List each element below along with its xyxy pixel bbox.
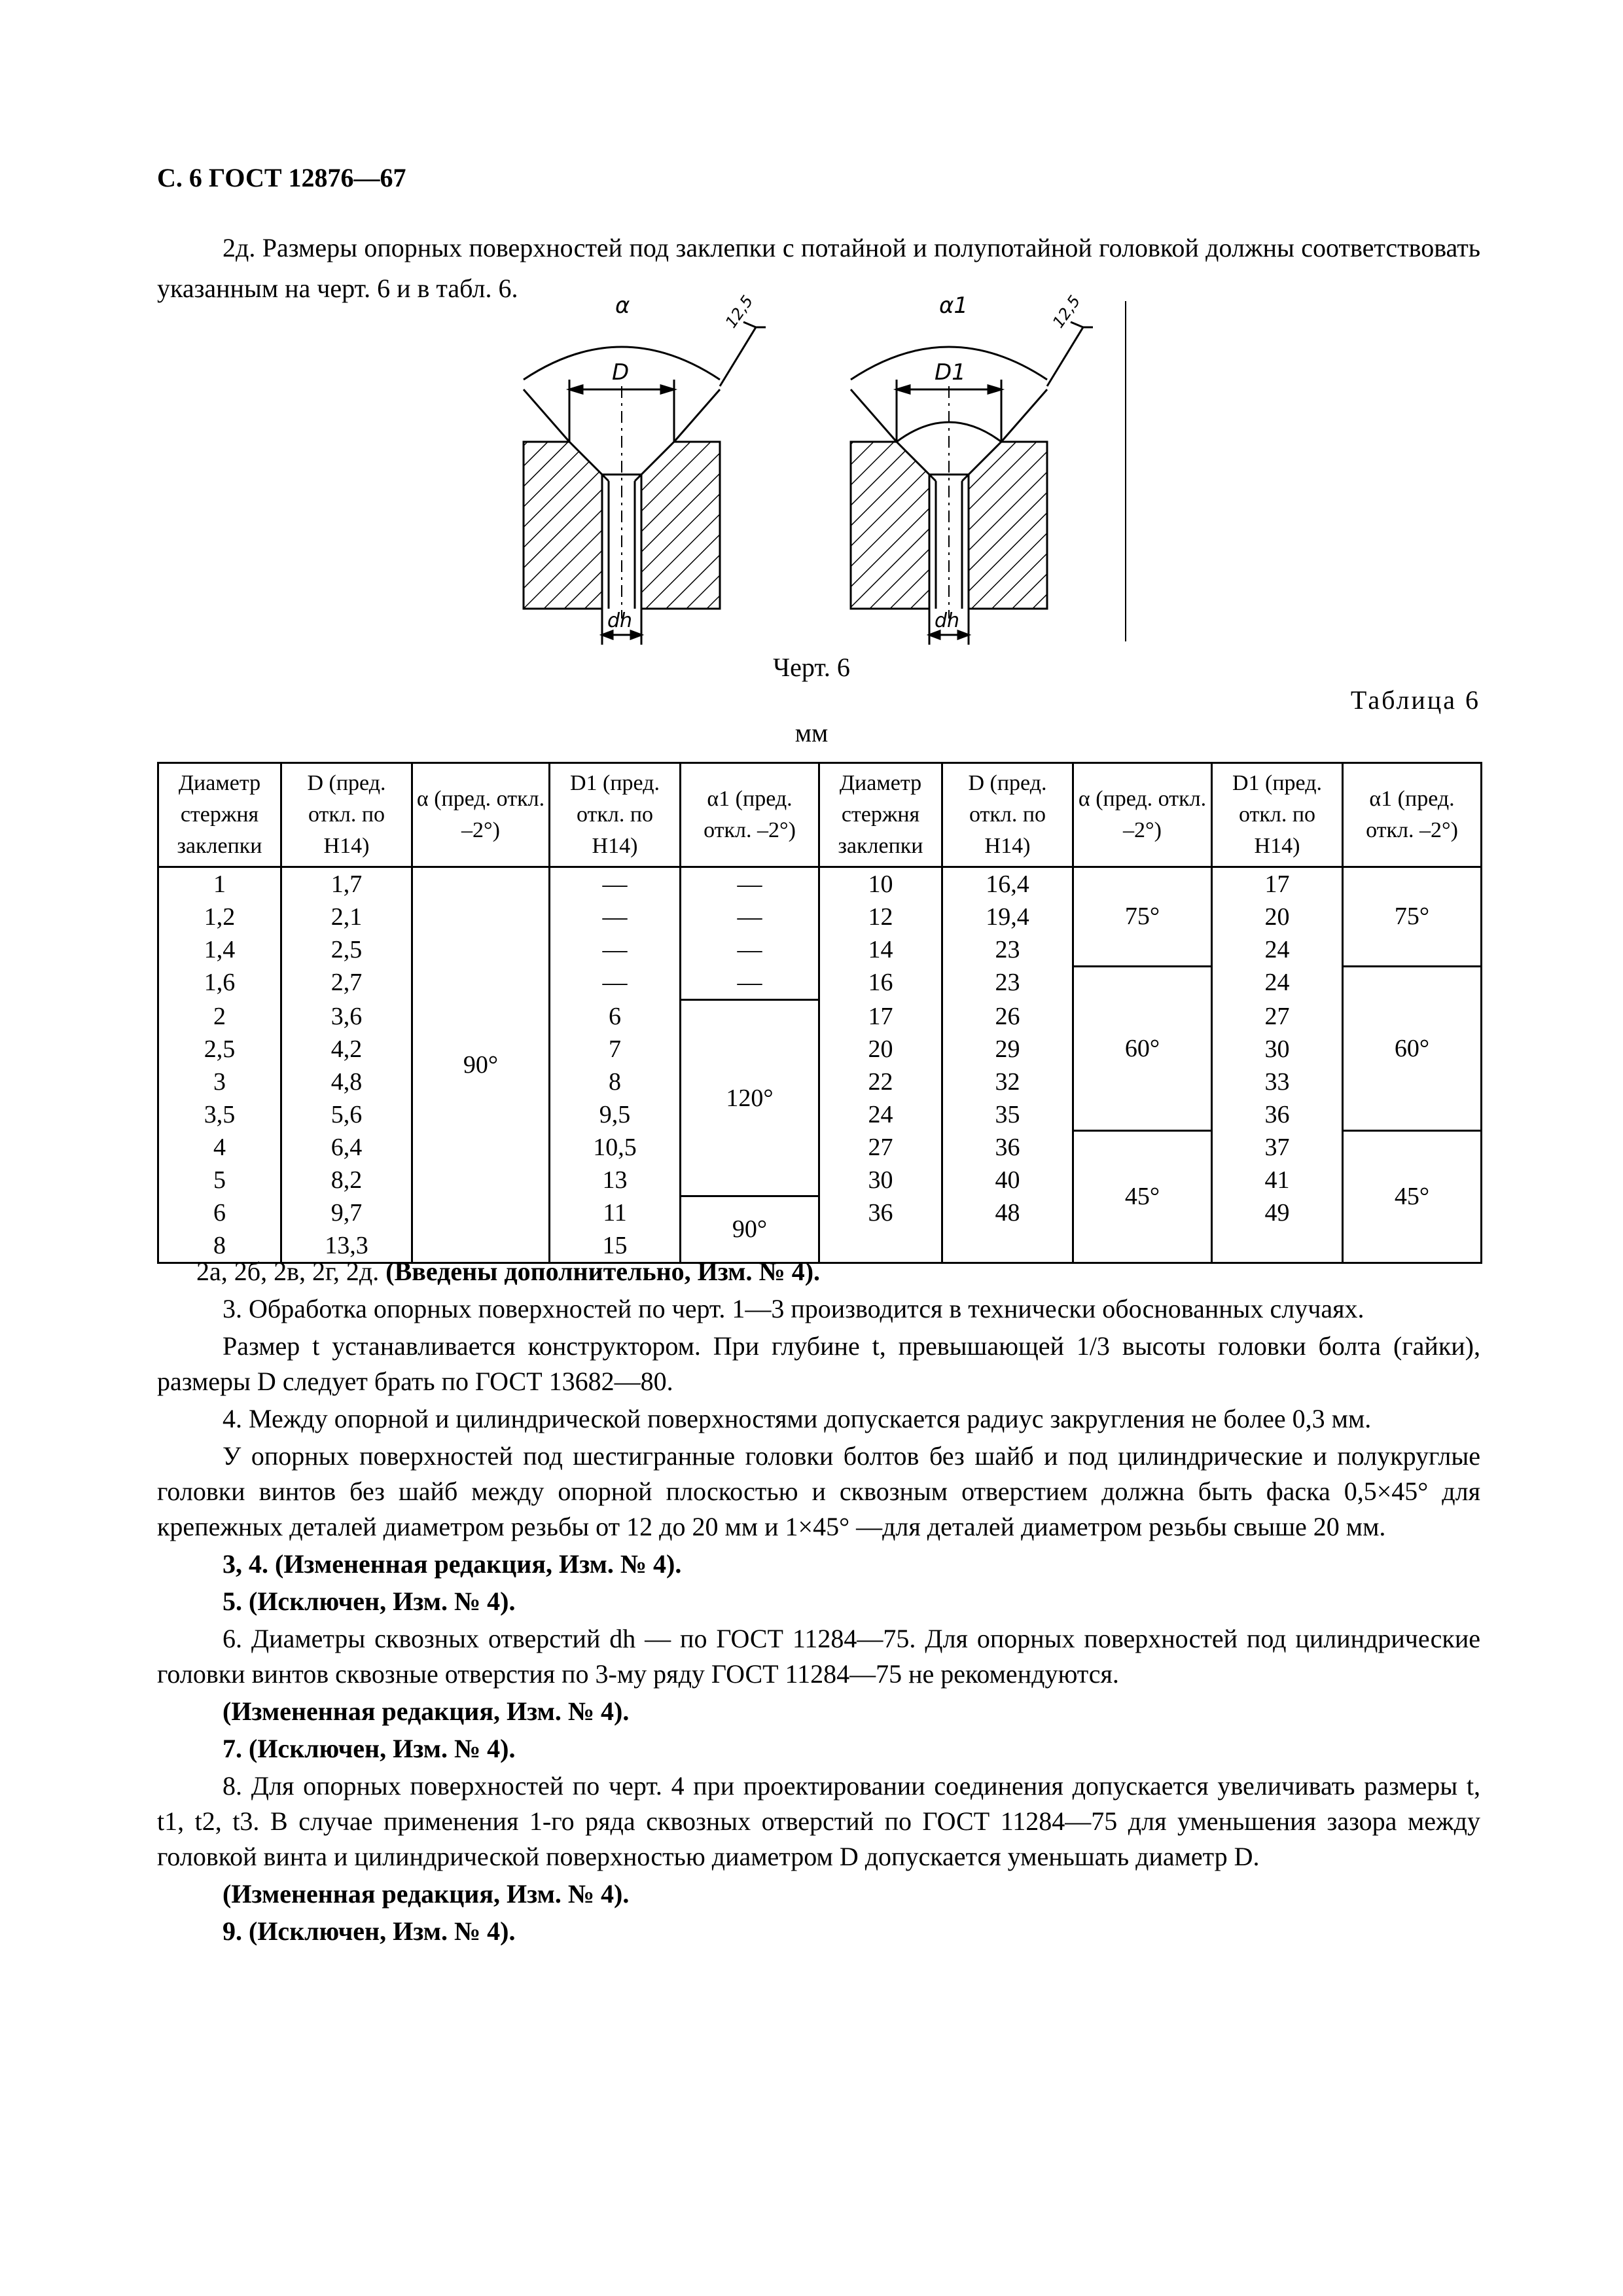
drawing-6: [497, 288, 1152, 655]
right-hole-label: dh: [935, 609, 960, 632]
table-row: [158, 1164, 1482, 1196]
cell: —: [681, 901, 819, 933]
table-row: [158, 966, 1482, 1000]
paragraph-9-excluded: 9. (Исключен, Изм. № 4).: [223, 1916, 516, 1946]
cell: 20: [1212, 901, 1343, 933]
table-row: [158, 1196, 1482, 1229]
cell: 48: [942, 1196, 1073, 1229]
cell: 17: [1212, 867, 1343, 901]
cell: 2: [158, 1000, 281, 1033]
paragraph-4: 4. Между опорной и цилиндрической поверхностями допускается радиус закругления не более 0,3 мм.: [223, 1404, 1372, 1433]
cell: 49: [1212, 1196, 1343, 1229]
table-row: [158, 933, 1482, 966]
cell: 1,2: [158, 901, 281, 933]
cell: 33: [1212, 1066, 1343, 1098]
cell: —: [681, 867, 819, 901]
col-header: D (пред. откл. по H14): [942, 763, 1073, 867]
cell: 2,1: [281, 901, 412, 933]
table-row: [158, 867, 1482, 901]
paragraph-amend-3-4: 3, 4. (Измененная редакция, Изм. № 4).: [223, 1549, 682, 1579]
col-header: D1 (пред. откл. по H14): [1212, 763, 1343, 867]
cell: 20: [819, 1033, 942, 1066]
cell: —: [550, 901, 681, 933]
cell: 35: [942, 1098, 1073, 1131]
body-text: [157, 1254, 1480, 1951]
cell: 14: [819, 933, 942, 966]
cell: 30: [819, 1164, 942, 1196]
cell: 24: [819, 1098, 942, 1131]
cell: —: [550, 933, 681, 966]
cell: 16,4: [942, 867, 1073, 901]
col-header: D (пред. откл. по H14): [281, 763, 412, 867]
right-angle-label: α1: [939, 293, 969, 319]
table-6: [157, 762, 1482, 1264]
cell: 3: [158, 1066, 281, 1098]
cell: 16: [819, 966, 942, 1000]
col-header: α (пред. откл. –2°): [412, 763, 550, 867]
cell: 5,6: [281, 1098, 412, 1131]
left-roughness-label: 12,5: [721, 292, 757, 332]
cell-merged: 60°: [1073, 966, 1212, 1131]
cell: 1: [158, 867, 281, 901]
right-roughness-label: 12,5: [1048, 292, 1084, 332]
cell: 8: [158, 1229, 281, 1263]
cell: 8: [550, 1066, 681, 1098]
cell: 40: [942, 1164, 1073, 1196]
paragraph-amend-8: (Измененная редакция, Изм. № 4).: [223, 1879, 630, 1909]
cell: 30: [1212, 1033, 1343, 1066]
intro-text: 2д. Размеры опорных поверхностей под заклепки с потайной и полупотайной головкой должны соответствовать указанным на черт. 6 и в табл. 6.: [157, 233, 1480, 303]
cell: 27: [819, 1131, 942, 1164]
table-title: Таблица 6: [1350, 685, 1480, 715]
cell: 8,2: [281, 1164, 412, 1196]
table-row: [158, 1098, 1482, 1131]
cell: 15: [550, 1229, 681, 1263]
cell: 17: [819, 1000, 942, 1033]
cell: 4,8: [281, 1066, 412, 1098]
cell: —: [550, 867, 681, 901]
col-header: Диаметр стержня заклепки: [158, 763, 281, 867]
cell-merged: 75°: [1343, 867, 1482, 967]
cell: 10: [819, 867, 942, 901]
right-semicountersink-section: [851, 301, 1126, 645]
cell-merged: 120°: [681, 1000, 819, 1196]
cell: 11: [550, 1196, 681, 1229]
left-countersink-section: [524, 322, 766, 645]
col-header: α1 (пред. откл. –2°): [681, 763, 819, 867]
drawing-caption: Черт. 6: [773, 653, 850, 682]
right-diameter-label: D1: [935, 359, 966, 386]
cell: 1,6: [158, 966, 281, 1000]
cell: 24: [1212, 933, 1343, 966]
cell: 19,4: [942, 901, 1073, 933]
page-header: С. 6 ГОСТ 12876—67: [157, 163, 406, 192]
table-units: мм: [794, 718, 829, 747]
paragraph-6: 6. Диаметры сквозных отверстий dh — по ГОСТ 11284—75. Для опорных поверхностей под цилиндрические головки винтов сквозные отверстия по 3-му ряду ГОСТ 11284—75 не рекомендуются.: [157, 1624, 1480, 1689]
col-header: α (пред. откл. –2°): [1073, 763, 1212, 867]
col-header: α1 (пред. откл. –2°): [1343, 763, 1482, 867]
table-row: [158, 1066, 1482, 1098]
paragraph-chamfer: У опорных поверхностей под шестигранные головки болтов без шайб и под цилиндрические и полукруглые головки винтов без шайб между опорной плоскостью и сквозным отверстием должна быть фаска 0,5×45° для крепежных деталей диаметром резьбы от 12 до 20 мм и 1×45° —для деталей диаметром резьбы свыше 20 мм.: [157, 1441, 1480, 1541]
cell-merged: 60°: [1343, 966, 1482, 1131]
cell: 12: [819, 901, 942, 933]
table-row: [158, 901, 1482, 933]
left-diameter-label: D: [612, 359, 630, 386]
cell: —: [550, 966, 681, 1000]
cell: 2,5: [281, 933, 412, 966]
paragraph-amendments: [157, 1254, 1480, 1289]
paragraph-3: 3. Обработка опорных поверхностей по черт. 1—3 производится в технически обоснованных случаях.: [223, 1294, 1364, 1323]
cell-merged: 90°: [681, 1196, 819, 1263]
cell: 13: [550, 1164, 681, 1196]
cell: 13,3: [281, 1229, 412, 1263]
paragraph-5-excluded: 5. (Исключен, Изм. № 4).: [223, 1587, 516, 1616]
cell: 36: [1212, 1098, 1343, 1131]
cell: 10,5: [550, 1131, 681, 1164]
cell: 2,7: [281, 966, 412, 1000]
paragraph-7-excluded: 7. (Исключен, Изм. № 4).: [223, 1734, 516, 1763]
cell: 6,4: [281, 1131, 412, 1164]
cell: 9,7: [281, 1196, 412, 1229]
left-hole-label: dh: [607, 609, 633, 632]
cell: 23: [942, 933, 1073, 966]
paragraph-amend-6: (Измененная редакция, Изм. № 4).: [223, 1696, 630, 1726]
table-row: [158, 1131, 1482, 1164]
cell: 4,2: [281, 1033, 412, 1066]
cell: —: [681, 933, 819, 966]
cell: 3,6: [281, 1000, 412, 1033]
cell: 41: [1212, 1164, 1343, 1196]
cell: 6: [550, 1000, 681, 1033]
col-header: Диаметр стержня заклепки: [819, 763, 942, 867]
cell: 2,5: [158, 1033, 281, 1066]
cell: 26: [942, 1000, 1073, 1033]
text: 2а, 2б, 2в, 2г, 2д.: [196, 1257, 380, 1286]
paragraph-8: 8. Для опорных поверхностей по черт. 4 при проектировании соединения допускается увеличивать размеры t, t1, t2, t3. В случае применения 1-го ряда сквозных отверстий по ГОСТ 11284—75 для уменьшения зазора между головкой винта и цилиндрической поверхностью диаметром D допускается уменьшать диаметр D.: [157, 1771, 1480, 1871]
cell: 27: [1212, 1000, 1343, 1033]
cell: 6: [158, 1196, 281, 1229]
cell: 3,5: [158, 1098, 281, 1131]
cell: 36: [942, 1131, 1073, 1164]
col-header: D1 (пред. откл. по H14): [550, 763, 681, 867]
cell: 37: [1212, 1131, 1343, 1164]
cell: 29: [942, 1033, 1073, 1066]
cell: 4: [158, 1131, 281, 1164]
cell-merged: 45°: [1343, 1131, 1482, 1263]
cell: —: [681, 966, 819, 1000]
cell: 7: [550, 1033, 681, 1066]
cell: 9,5: [550, 1098, 681, 1131]
cell: 1,7: [281, 867, 412, 901]
cell: 32: [942, 1066, 1073, 1098]
cell: 5: [158, 1164, 281, 1196]
table-row: [158, 1033, 1482, 1066]
text-bold: (Введены дополнительно, Изм. № 4).: [385, 1257, 821, 1286]
cell: 22: [819, 1066, 942, 1098]
table-row: [158, 1000, 1482, 1033]
cell-merged: 90°: [412, 867, 550, 1263]
cell: 1,4: [158, 933, 281, 966]
cell: 23: [942, 966, 1073, 1000]
cell: 24: [1212, 966, 1343, 1000]
cell: 36: [819, 1196, 942, 1229]
paragraph-size-t: Размер t устанавливается конструктором. При глубине t, превышающей 1/3 высоты головки болта (гайки), размеры D следует брать по ГОСТ 13682—80.: [157, 1331, 1480, 1396]
table-header-row: [158, 763, 1482, 867]
cell-merged: 75°: [1073, 867, 1212, 967]
left-angle-label: α: [615, 293, 630, 319]
cell-merged: 45°: [1073, 1131, 1212, 1263]
